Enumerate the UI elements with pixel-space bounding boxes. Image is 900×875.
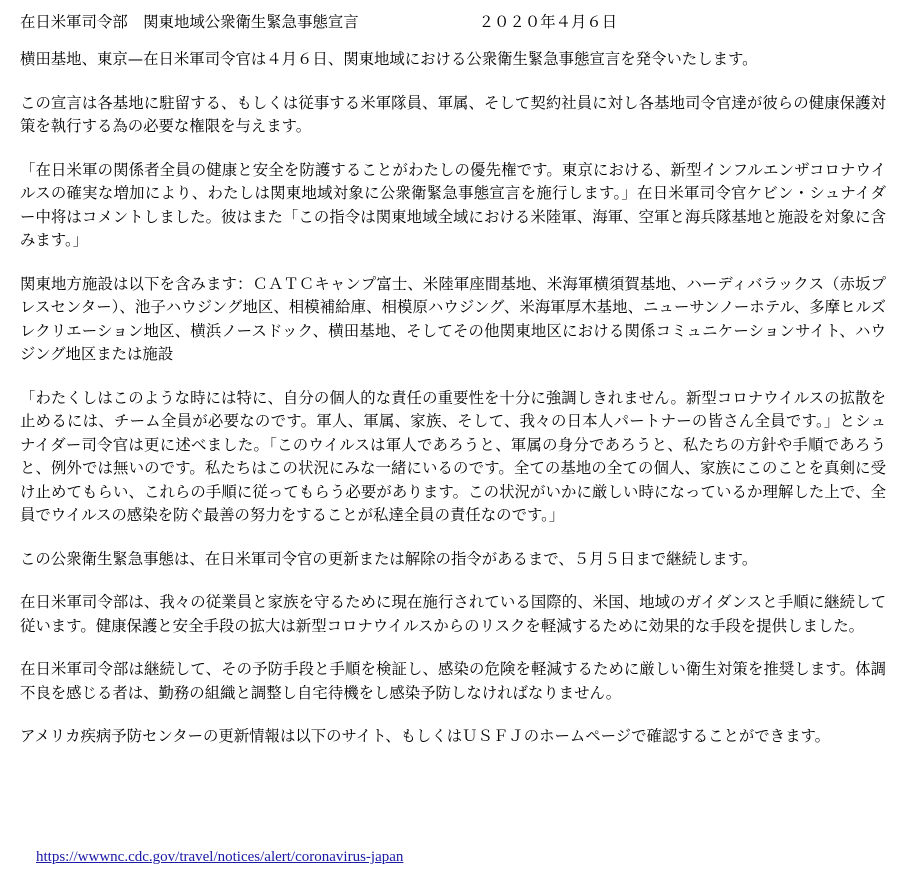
paragraph-authority: この宣言は各基地に駐留する、もしくは従事する米軍隊員、軍属、そして契約社員に対し各基地司令官達が彼らの健康保護対策を執行する為の必要な権限を与えます。: [20, 93, 886, 135]
link-container: [36, 846, 403, 866]
paragraph-guidance: 在日米軍司令部は、我々の従業員と家族を守るために現在施行されている国際的、米国、地域のガイダンスと手順に継続して従います。健康保護と安全手段の拡大は新型コロナウイルスからのリスクを軽減するために効果的な手段を提供しました。: [20, 593, 886, 635]
paragraph-announcement: 横田基地、東京—在日米軍司令官は４月６日、関東地域における公衆衛生緊急事態宣言を発令いたします。: [20, 50, 758, 68]
header-org: 在日米軍司令部: [20, 13, 128, 31]
paragraph-duration: この公衆衛生緊急事態は、在日米軍司令官の更新または解除の指令があるまで、５月５日まで継続します。: [20, 549, 758, 568]
header-date: ２０２０年４月６日: [478, 13, 618, 31]
paragraph-hygiene: 在日米軍司令部は継続して、その予防手段と手順を検証し、感染の危険を軽減するために厳しい衛生対策を推奨します。体調不良を感じる者は、勤務の組織と調整し自宅待機をし感染予防しなければなりません。: [20, 660, 886, 702]
paragraph-commander-quote: 「在日米軍の関係者全員の健康と安全を防護することがわたしの優先権です。東京における、新型インフルエンザコロナウイルスの確実な増加により、わたしは関東地域対象に公衆衛緊急事態宣言を施行します。」在日米軍司令官ケビン・シュナイダー中将はコメントしました。彼はまた「この指令は関東地域全域における米陸軍、海軍、空軍と海兵隊基地と施設を対象に含みます。」: [20, 160, 886, 249]
header-title: 関東地域公衆衛生緊急事態宣言: [143, 13, 359, 31]
paragraph-facilities: 関東地方施設は以下を含みます：ＣＡＴＣキャンプ富士、米陸軍座間基地、米海軍横須賀基地、ハーディバラックス（赤坂プレスセンター）、池子ハウジング地区、相模補給庫、相模原ハウジング、米海軍厚木基地、ニューサンノーホテル、多摩ヒルズレクリエーション地区、横浜ノースドック、横田基地、そしてその他関東地区における関係コミュニケーションサイト、ハウジング地区または施設: [20, 274, 886, 363]
document-header: [20, 12, 886, 32]
press-release: [20, 12, 886, 769]
paragraph-cdc-info: アメリカ疾病予防センターの更新情報は以下のサイト、もしくはＵＳＦＪのホームページで確認することができます。: [20, 727, 831, 745]
paragraph-responsibility-quote: 「わたくしはこのような時には特に、自分の個人的な責任の重要性を十分に強調しきれません。新型コロナウイルスの拡散を止めるには、チーム全員が必要なのです。軍人、軍属、家族、そして、我々の日本人パートナーの皆さん全員です。」とシュナイダー司令官は更に述べました。「このウイルスは軍人であろうと、軍属の身分であろうと、私たちの方針や手順であろうと、例外では無いのです。私たちはこの状況にみな一緒にいるのです。全ての基地の全ての個人、家族にこのことを真剣に受け止めてもらい、これらの手順に従ってもらう必要があります。この状況がいかに厳しい時になっているか理解した上で、全員でウイルスの感染を防ぐ最善の努力をすることが私達全員の責任なのです。」: [20, 388, 886, 524]
cdc-link[interactable]: https://wwwnc.cdc.gov/travel/notices/alert/coronavirus-japan: [36, 849, 404, 865]
